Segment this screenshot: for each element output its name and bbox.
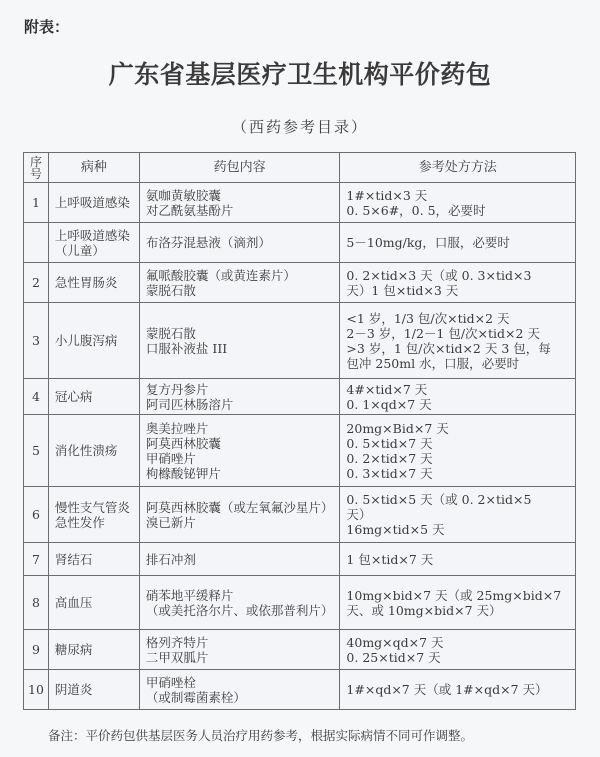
table-row <box>24 487 576 543</box>
cell-prescription <box>340 263 576 303</box>
cell-prescription-line: 40mg×qd×7 天 <box>346 634 444 650</box>
cell-disease <box>48 487 139 543</box>
cell-prescription <box>340 183 576 223</box>
cell-drugs-line: 氨咖黄敏胶囊 <box>145 187 221 203</box>
document-subtitle: （西药参考目录） <box>231 118 368 136</box>
cell-disease <box>48 263 139 303</box>
cell-prescription-line: 20mg×Bid×7 天 <box>346 420 449 436</box>
cell-prescription-line: 0. 5×tid×7 天 <box>346 435 433 451</box>
cell-prescription-line: 10mg×bid×7 天（或 25mg×bid×7 <box>346 587 562 603</box>
cell-prescription <box>340 415 576 487</box>
cell-drugs-line: 甲硝唑片 <box>145 450 196 466</box>
appendix-label: 附表： <box>24 18 70 36</box>
cell-disease-line: 高血压 <box>54 595 93 610</box>
cell-prescription <box>340 630 576 670</box>
cell-drugs <box>139 576 340 630</box>
cell-disease-line: 消化性溃疡 <box>54 443 118 458</box>
cell-drugs-line: 阿莫西林胶囊（或左氧氟沙星片） <box>145 499 334 515</box>
cell-no <box>24 223 49 263</box>
table-row <box>24 303 576 379</box>
cell-drugs-line: 布洛芬混悬液（滴剂） <box>145 235 271 250</box>
cell-prescription-line: 5－10mg/kg，口服，必要时 <box>346 235 510 250</box>
cell-prescription-line: <1 岁，1/3 包/次×tid×2 天 <box>346 310 510 326</box>
cell-disease-line: 阴道炎 <box>54 682 93 697</box>
cell-disease-line: 小儿腹泻病 <box>54 333 118 348</box>
table-row <box>24 183 576 223</box>
cell-drugs <box>139 670 340 710</box>
table-header-row <box>24 153 576 183</box>
cell-prescription <box>340 670 576 710</box>
cell-disease <box>48 630 139 670</box>
cell-no: 8 <box>24 576 49 630</box>
document-title: 广东省基层医疗卫生机构平价药包 <box>108 60 492 89</box>
cell-disease <box>48 670 139 710</box>
cell-drugs <box>139 263 340 303</box>
cell-drugs <box>139 379 340 415</box>
cell-drugs-line: 二甲双胍片 <box>145 649 209 665</box>
cell-drugs <box>139 415 340 487</box>
cell-no: 3 <box>24 303 49 379</box>
cell-drugs-line: 复方丹参片 <box>145 381 209 397</box>
cell-disease-line: 急性胃肠炎 <box>54 275 118 290</box>
cell-drugs-line: 硝苯地平缓释片 <box>145 587 234 603</box>
cell-drugs-line: 溴已新片 <box>145 514 196 530</box>
table-row <box>24 576 576 630</box>
cell-drugs-line: （或制霉菌素栓） <box>145 689 246 705</box>
table-row <box>24 223 576 263</box>
cell-no: 5 <box>24 415 49 487</box>
cell-disease-line: 上呼吸道感染 <box>54 195 130 210</box>
cell-disease-line: 肾结石 <box>54 551 93 567</box>
cell-disease-line: （儿童） <box>54 242 105 258</box>
cell-drugs-line: 氟哌酸胶囊（或黄连素片） <box>145 267 296 283</box>
cell-drugs <box>139 303 340 379</box>
footnote: 备注：平价药包供基层医务人员治疗用药参考，根据实际病情不同可作调整。 <box>48 728 474 743</box>
cell-disease <box>48 183 139 223</box>
cell-drugs-line: 排石冲剂 <box>145 551 196 567</box>
cell-disease <box>48 303 139 379</box>
cell-drugs <box>139 223 340 263</box>
cell-no: 10 <box>24 670 49 710</box>
cell-disease <box>48 415 139 487</box>
table-row <box>24 670 576 710</box>
cell-disease-line: 糖尿病 <box>54 642 93 657</box>
cell-disease <box>48 379 139 415</box>
cell-no: 1 <box>24 183 49 223</box>
cell-prescription <box>340 487 576 543</box>
cell-drugs-line: 甲硝唑栓 <box>145 674 196 690</box>
table-row <box>24 543 576 576</box>
header-no: 序号 <box>24 153 49 183</box>
cell-prescription-line: 1 包×tid×7 天 <box>346 551 434 567</box>
cell-prescription-line: 0. 2×tid×7 天 <box>346 450 433 466</box>
cell-prescription-line: 0. 3×tid×7 天 <box>346 465 433 481</box>
cell-prescription <box>340 543 576 576</box>
header-disease: 病种 <box>48 153 139 183</box>
cell-disease-line: 上呼吸道感染 <box>54 227 130 243</box>
cell-prescription-line: 0. 5×6#，0. 5，必要时 <box>346 202 486 218</box>
cell-prescription-line: 天、或 10mg×bid×7 天） <box>346 602 502 618</box>
cell-drugs-line: 枸橼酸铋钾片 <box>145 465 221 481</box>
cell-prescription-line: 0. 5×tid×5 天（或 0. 2×tid×5 <box>346 492 532 507</box>
table-body <box>24 183 576 710</box>
cell-drugs <box>139 543 340 576</box>
cell-drugs <box>139 630 340 670</box>
cell-no: 7 <box>24 543 49 576</box>
cell-drugs <box>139 487 340 543</box>
drug-package-table <box>23 152 576 710</box>
cell-drugs-line: 阿莫西林胶囊 <box>145 435 221 451</box>
cell-prescription-line: 4#×tid×7 天 <box>346 381 428 397</box>
cell-prescription-line: 2－3 岁，1/2－1 包/次×tid×2 天 <box>346 325 540 341</box>
table-row <box>24 630 576 670</box>
cell-disease-line: 冠心病 <box>54 389 93 404</box>
cell-disease-line: 慢性支气管炎 <box>54 499 130 515</box>
cell-disease-line: 急性发作 <box>54 514 105 530</box>
cell-no: 2 <box>24 263 49 303</box>
cell-drugs-line: 格列齐特片 <box>145 634 209 650</box>
cell-prescription <box>340 379 576 415</box>
cell-drugs-line: 口服补液盐 III <box>145 340 228 356</box>
cell-drugs <box>139 183 340 223</box>
cell-drugs-line: 蒙脱石散 <box>145 282 196 298</box>
cell-no: 9 <box>24 630 49 670</box>
header-drugs: 药包内容 <box>139 153 340 183</box>
table-row <box>24 379 576 415</box>
cell-prescription-line: >3 岁，1 包/次×tid×2 天 3 包，每 <box>346 340 551 356</box>
cell-prescription <box>340 303 576 379</box>
cell-drugs-line: 阿司匹林肠溶片 <box>145 396 234 412</box>
cell-disease <box>48 576 139 630</box>
cell-prescription <box>340 576 576 630</box>
cell-prescription-line: 0. 2×tid×3 天（或 0. 3×tid×3 <box>346 267 532 283</box>
cell-prescription-line: 0. 25×tid×7 天 <box>346 649 441 665</box>
cell-prescription-line: 天） <box>346 507 372 522</box>
cell-prescription-line: 天）1 包×tid×3 天 <box>346 282 459 298</box>
cell-disease <box>48 223 139 263</box>
cell-disease <box>48 543 139 576</box>
table-row <box>24 263 576 303</box>
cell-prescription <box>340 223 576 263</box>
cell-drugs-line: （或美托洛尔片、或依那普利片） <box>145 602 334 618</box>
cell-drugs-line: 蒙脱石散 <box>145 325 196 341</box>
table-row <box>24 415 576 487</box>
cell-prescription-line: 0. 1×qd×7 天 <box>346 396 432 412</box>
cell-drugs-line: 对乙酰氨基酚片 <box>145 202 234 218</box>
cell-no: 6 <box>24 487 49 543</box>
header-prescription: 参考处方方法 <box>340 153 576 183</box>
cell-drugs-line: 奥美拉唑片 <box>145 420 209 436</box>
cell-prescription-line: 包冲 250ml 水，口服，必要时 <box>346 355 520 371</box>
cell-prescription-line: 1#×qd×7 天（或 1#×qd×7 天） <box>346 682 548 697</box>
cell-prescription-line: 16mg×tid×5 天 <box>346 522 445 537</box>
cell-prescription-line: 1#×tid×3 天 <box>346 187 428 203</box>
cell-no: 4 <box>24 379 49 415</box>
